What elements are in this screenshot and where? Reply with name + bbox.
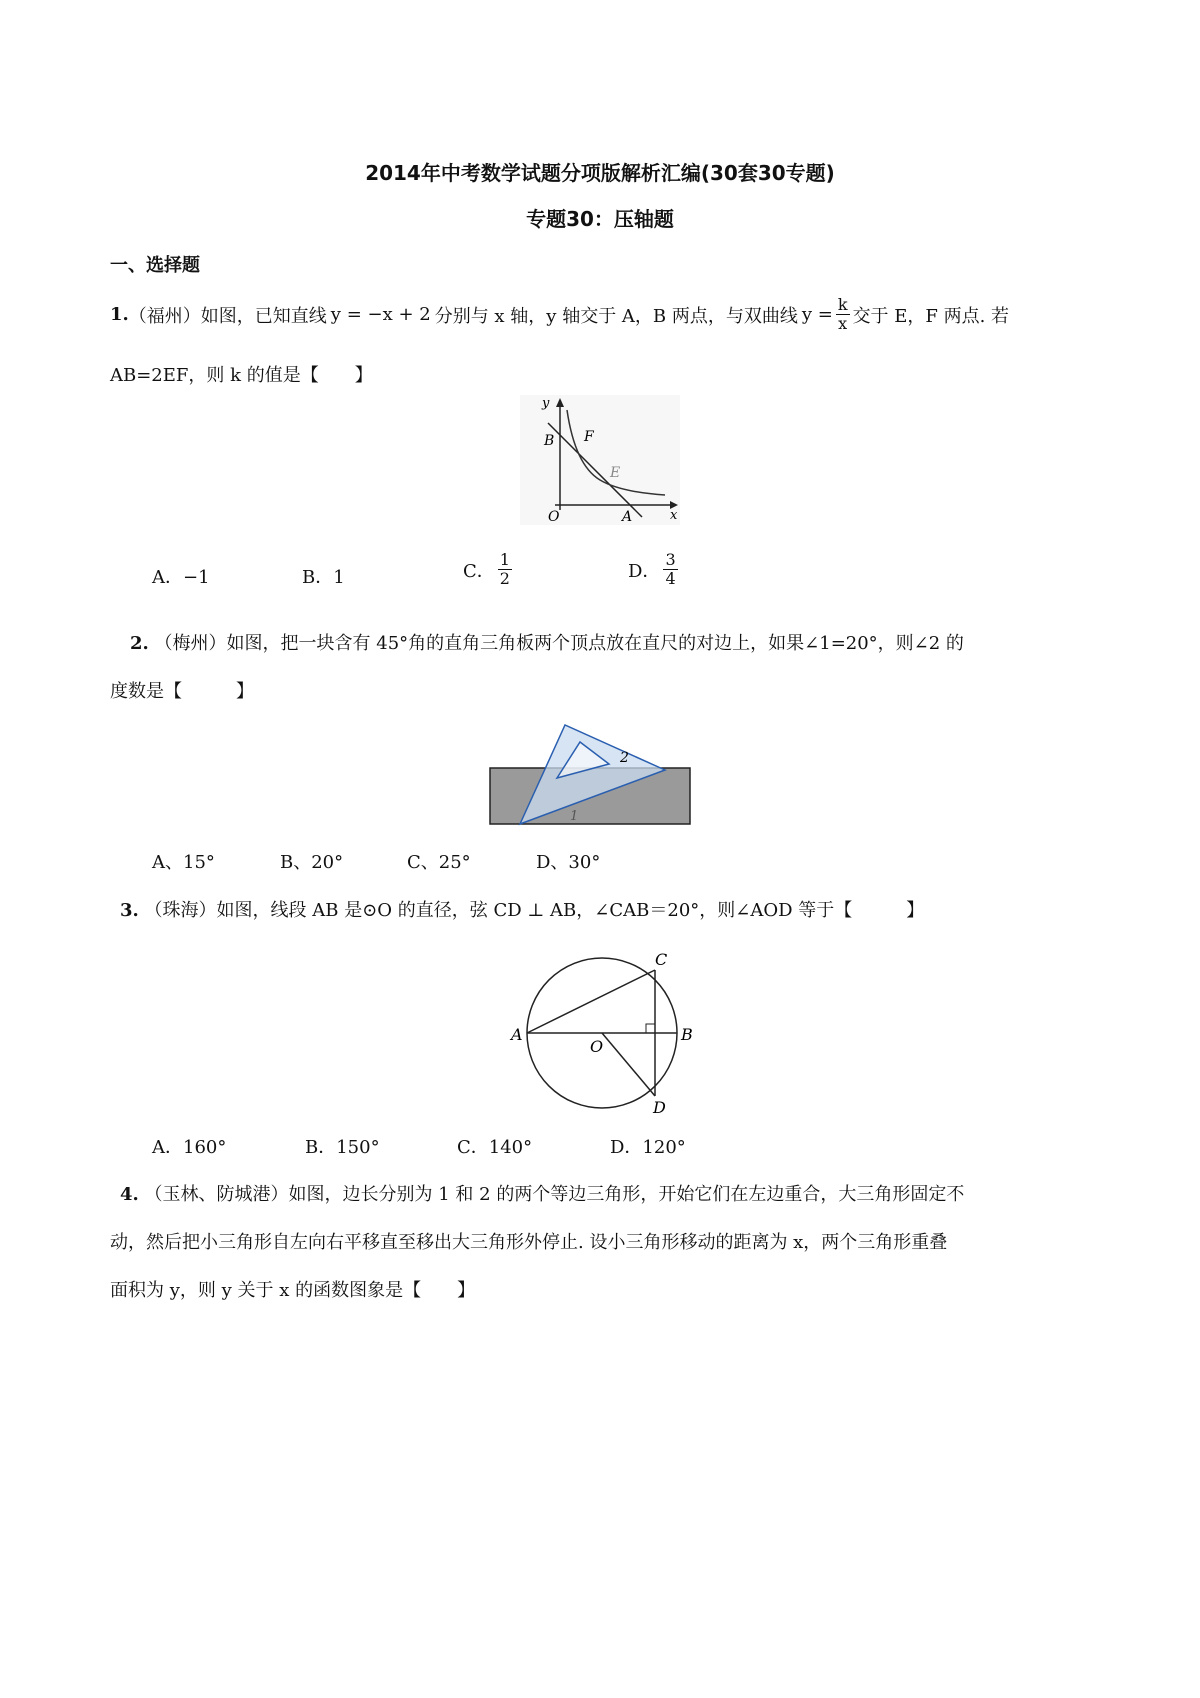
q1-option-b: B．1	[302, 567, 345, 588]
q1-text-a: （福州）如图，已知直线	[128, 305, 327, 327]
label-a: A	[622, 509, 633, 525]
q1-text-c: 交于 E，F 两点. 若	[852, 305, 1010, 327]
q2-text: （梅州）如图，把一块含有 45°角的直角三角板两个顶点放在直尺的对边上，如果∠1=20°，则∠2 的	[154, 633, 964, 654]
label-o: O	[590, 1037, 604, 1056]
fraction-numerator: 1	[499, 550, 510, 569]
q4-line3: 面积为 y，则 y 关于 x 的函数图象是【 】	[110, 1280, 476, 1301]
q2-option-a: A、15°	[152, 852, 215, 873]
fraction-denominator: 2	[499, 569, 510, 589]
fraction-denominator: x	[838, 314, 848, 334]
fraction-denominator: 4	[665, 569, 676, 589]
label-c: C	[655, 950, 668, 969]
q1-number: 1.	[110, 304, 129, 326]
q1-option-c-fraction	[498, 551, 512, 589]
q4-text: （玉林、防城港）如图，边长分别为 1 和 2 的两个等边三角形，开始它们在左边重合，大三角形固定不	[144, 1184, 965, 1205]
label-a: A	[511, 1025, 523, 1044]
q1-line1	[110, 296, 1009, 334]
label-f: F	[584, 429, 594, 445]
label-b: B	[544, 433, 555, 449]
q3-number: 3.	[120, 900, 139, 921]
q2-option-d: D、30°	[536, 852, 601, 873]
q3-option-d: D．120°	[610, 1137, 686, 1158]
q3-text: （珠海）如图，线段 AB 是⊙O 的直径，弦 CD ⊥ AB，∠CAB＝20°，则∠AOD 等于【 】	[144, 900, 925, 921]
q2-figure	[485, 720, 695, 830]
label-angle-1: 1	[570, 809, 579, 824]
q1-option-c	[463, 551, 515, 589]
label-y: y	[542, 396, 550, 411]
label-x: x	[670, 508, 678, 523]
q2-line1	[130, 629, 964, 655]
q1-formula-hyperbola-lhs: y =	[801, 304, 833, 326]
q3-figure	[505, 945, 705, 1115]
q3-option-b: B．150°	[305, 1137, 380, 1158]
segment-od	[602, 1033, 655, 1096]
label-d: D	[653, 1098, 666, 1115]
document-title: 2014年中考数学试题分项版解析汇编(30套30专题)	[365, 161, 835, 185]
q1-option-c-label: C．	[463, 560, 495, 582]
q2-option-b: B、20°	[280, 852, 344, 873]
segment-ac	[527, 970, 655, 1033]
q1-formula-hyperbola-fraction	[836, 296, 850, 334]
document-subtitle: 专题30：压轴题	[526, 207, 674, 231]
fraction-numerator: k	[837, 295, 848, 314]
q1-figure	[520, 395, 680, 525]
q4-line2: 动，然后把小三角形自左向右平移直至移出大三角形外停止. 设小三角形移动的距离为 x，两个三角形重叠	[110, 1232, 948, 1253]
label-e: E	[610, 465, 621, 481]
label-o: O	[548, 509, 560, 525]
q2-number: 2.	[130, 633, 149, 654]
q1-text-b: 分别与 x 轴，y 轴交于 A，B 两点，与双曲线	[434, 305, 798, 327]
right-angle-mark	[646, 1024, 655, 1033]
q4-number: 4.	[120, 1184, 139, 1205]
q3-option-c: C．140°	[457, 1137, 533, 1158]
q3-option-a: A．160°	[152, 1137, 227, 1158]
q3-line1	[120, 896, 924, 922]
q1-option-d	[628, 551, 681, 589]
q2-line2: 度数是【 】	[110, 681, 254, 702]
section-heading: 一、选择题	[110, 255, 200, 276]
q1-option-d-label: D．	[628, 560, 661, 582]
q1-option-a: A．−1	[152, 567, 210, 588]
label-b: B	[681, 1025, 693, 1044]
q1-option-d-fraction	[663, 551, 677, 589]
q4-line1	[120, 1180, 964, 1206]
q2-option-c: C、25°	[407, 852, 471, 873]
fraction-numerator: 3	[665, 550, 676, 569]
q1-line2: AB=2EF，则 k 的值是【 】	[110, 365, 373, 386]
label-angle-2: 2	[620, 750, 629, 766]
q1-formula-line: y = −x + 2	[330, 304, 431, 326]
